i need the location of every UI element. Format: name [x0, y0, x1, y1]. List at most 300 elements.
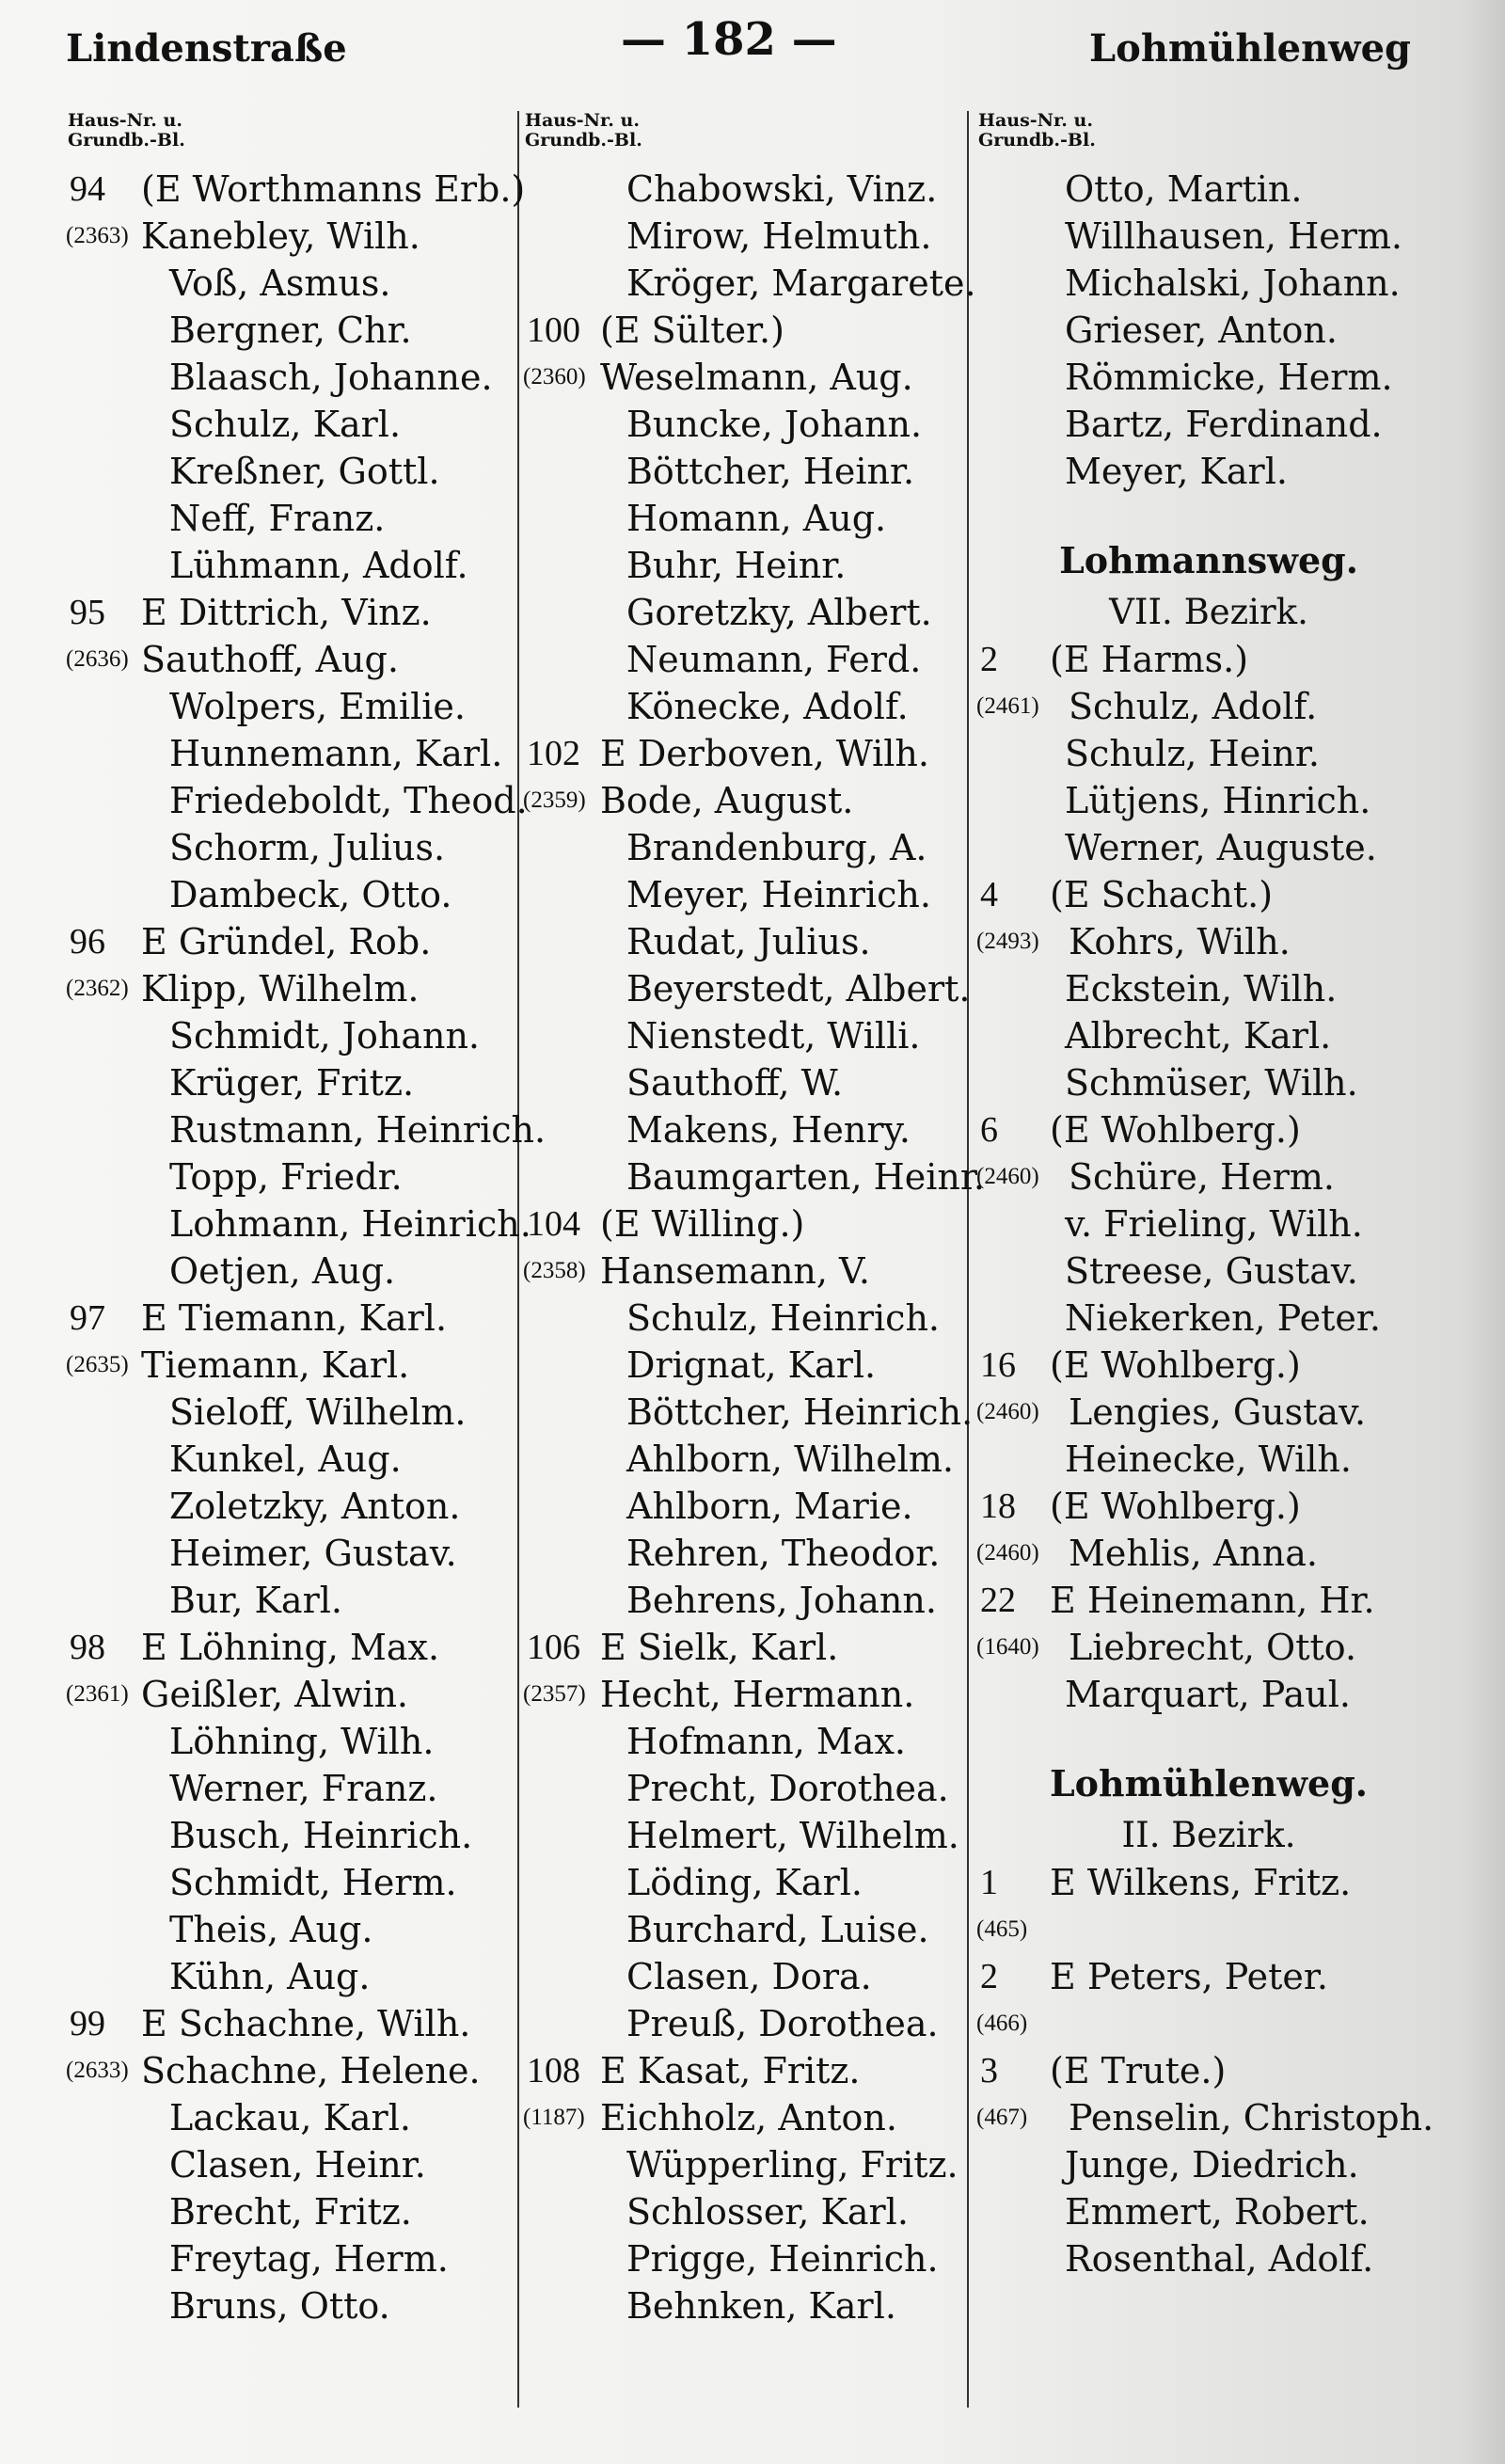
list-item [525, 1483, 967, 1530]
house-number: 106 [527, 1628, 580, 1667]
list-item [978, 1624, 1439, 1671]
column-header-line: Haus-Nr. u. [525, 110, 640, 131]
list-item [525, 2235, 967, 2282]
column-rule [967, 111, 969, 2408]
resident-name: Rehren, Theodor. [626, 1533, 941, 1574]
resident-name: Hofmann, Max. [626, 1721, 906, 1762]
list-item [525, 354, 967, 401]
resident-name: Hansemann, V. [600, 1250, 870, 1292]
resident-name: Albrecht, Karl. [1065, 1015, 1332, 1057]
resident-name: Willhausen, Herm. [1065, 215, 1402, 257]
resident-name: Chabowski, Vinz. [626, 168, 938, 210]
resident-name: Streese, Gustav. [1065, 1250, 1358, 1292]
resident-name: Kanebley, Wilh. [141, 215, 420, 257]
land-register-number: (467) [976, 2105, 1028, 2130]
house-number: 2 [980, 640, 998, 679]
list-item [525, 1200, 967, 1248]
list-item [978, 2000, 1439, 2047]
list-item [525, 542, 967, 589]
resident-name: Schulz, Heinrich. [626, 1297, 941, 1339]
column-1 [66, 110, 547, 2329]
list-item [68, 1012, 510, 1059]
resident-name: Bur, Karl. [169, 1580, 342, 1621]
list-item [978, 1012, 1439, 1059]
resident-name: Buhr, Heinr. [626, 545, 847, 586]
land-register-number: (2360) [523, 364, 586, 389]
list-item [68, 1106, 547, 1153]
list-item [978, 730, 1439, 777]
list-item [525, 166, 967, 213]
list-item [68, 1671, 510, 1718]
resident-name: Löhning, Wilh. [169, 1721, 435, 1762]
list-item [68, 871, 510, 918]
house-number: 16 [980, 1345, 1016, 1385]
list-item [978, 1953, 1439, 2000]
list-item [978, 1106, 1439, 1153]
resident-name: Marquart, Paul. [1065, 1674, 1351, 1715]
resident-name: Liebrecht, Otto. [1069, 1627, 1357, 1668]
list-item [68, 2188, 510, 2235]
resident-name: Freytag, Herm. [169, 2238, 449, 2280]
list-item [525, 1671, 967, 1718]
list-item [525, 2188, 967, 2235]
resident-name: Weselmann, Aug. [600, 357, 913, 398]
resident-name: Schmidt, Johann. [169, 1015, 480, 1057]
resident-name: Blaasch, Johanne. [169, 357, 493, 398]
resident-name: Bergner, Chr. [169, 310, 412, 351]
resident-name: Löding, Karl. [626, 1862, 863, 1903]
resident-name: Lühmann, Adolf. [169, 545, 468, 586]
resident-name: Friedeboldt, Theod. [169, 780, 528, 821]
running-head [66, 13, 1411, 83]
list-item [525, 1718, 967, 1765]
list-item [525, 1248, 967, 1295]
list-item [525, 495, 967, 542]
land-register-number: (2460) [976, 1540, 1039, 1566]
column-rule [517, 111, 519, 2408]
resident-name: Clasen, Heinr. [169, 2144, 426, 2186]
list-item [68, 495, 510, 542]
list-item [68, 1812, 510, 1859]
land-register-number: (2460) [976, 1399, 1039, 1424]
resident-name: Buncke, Johann. [626, 404, 923, 445]
list-item [525, 824, 967, 871]
list-item [68, 2282, 510, 2329]
list-item [525, 2141, 967, 2188]
resident-name: Schachne, Helene. [141, 2050, 481, 2091]
resident-name: Hecht, Hermann. [600, 1674, 915, 1715]
list-item [525, 260, 976, 307]
resident-name: E Peters, Peter. [1050, 1956, 1328, 1997]
list-item [68, 918, 510, 965]
list-item [978, 354, 1439, 401]
list-item [525, 1153, 985, 1200]
resident-name: E Heinemann, Hr. [1050, 1580, 1375, 1621]
list-item [978, 965, 1439, 1012]
resident-name: Sauthoff, W. [626, 1062, 844, 1104]
list-item [525, 2094, 967, 2141]
resident-name: Schulz, Heinr. [1065, 733, 1320, 774]
list-item [525, 683, 967, 730]
resident-name: Niekerken, Peter. [1065, 1297, 1381, 1339]
list-item [525, 1765, 967, 1812]
resident-name: Neff, Franz. [169, 498, 386, 539]
list-item [68, 1718, 510, 1765]
resident-name: Krüger, Fritz. [169, 1062, 415, 1104]
resident-name: Lütjens, Hinrich. [1065, 780, 1371, 821]
list-item [978, 1342, 1439, 1389]
house-number: 2 [980, 1957, 998, 1996]
resident-name: E Kasat, Fritz. [600, 2050, 861, 2091]
list-item [68, 448, 510, 495]
district-heading: VII. Bezirk. [1109, 592, 1308, 632]
resident-name: Bruns, Otto. [169, 2285, 390, 2327]
resident-name: Lackau, Karl. [169, 2097, 411, 2138]
list-item [68, 260, 510, 307]
list-item [68, 1906, 510, 1953]
list-item [525, 448, 967, 495]
land-register-number: (2363) [66, 223, 129, 248]
list-item [525, 1389, 974, 1436]
list-item [68, 307, 510, 354]
list-item [978, 260, 1439, 307]
list-item [68, 1389, 510, 1436]
list-item [978, 1153, 1439, 1200]
land-register-number: (2358) [523, 1258, 586, 1283]
house-number: 104 [527, 1204, 580, 1244]
list-item [978, 1248, 1439, 1295]
resident-name: Eckstein, Wilh. [1065, 968, 1338, 1009]
resident-name: Prigge, Heinrich. [626, 2238, 939, 2280]
list-item [68, 636, 510, 683]
resident-name: Theis, Aug. [169, 1909, 373, 1950]
list-item [978, 1671, 1439, 1718]
resident-name: Schmüser, Wilh. [1065, 1062, 1358, 1104]
list-item [68, 1200, 531, 1248]
land-register-number: (2461) [976, 693, 1039, 719]
resident-name: Mehlis, Anna. [1069, 1533, 1318, 1574]
district-heading: II. Bezirk. [1121, 1815, 1296, 1855]
list-item [978, 871, 1439, 918]
column-header [68, 111, 510, 166]
page-number: — 182 — [621, 13, 837, 66]
house-number: 3 [980, 2051, 998, 2090]
list-item [978, 777, 1439, 824]
resident-name: Kühn, Aug. [169, 1956, 371, 1997]
list-item [68, 1765, 510, 1812]
house-number: 97 [70, 1298, 105, 1338]
list-item [525, 1530, 967, 1577]
list-item [525, 1624, 967, 1671]
resident-name: Schmidt, Herm. [169, 1862, 457, 1903]
list-item [978, 1059, 1439, 1106]
list-item [525, 1577, 967, 1624]
list-item [68, 2235, 510, 2282]
resident-name: Bartz, Ferdinand. [1065, 404, 1383, 445]
resident-name: (E Wohlberg.) [1050, 1344, 1301, 1386]
resident-name: Precht, Dorothea. [626, 1768, 949, 1809]
column-3 [978, 111, 1439, 2282]
resident-name: E Sielk, Karl. [600, 1627, 839, 1668]
list-item [68, 589, 510, 636]
resident-name: (E Harms.) [1050, 639, 1249, 680]
list-item [978, 1436, 1439, 1483]
resident-name: Römmicke, Herm. [1065, 357, 1393, 398]
land-register-number: (2636) [66, 646, 129, 672]
list-item [525, 1059, 967, 1106]
list-item [525, 1436, 967, 1483]
land-register-number: (2362) [66, 976, 129, 1001]
resident-name: Eichholz, Anton. [600, 2097, 897, 2138]
list-item [525, 777, 967, 824]
resident-name: Schlosser, Karl. [626, 2191, 909, 2233]
house-number: 6 [980, 1110, 998, 1150]
list-item [978, 636, 1439, 683]
resident-name: Drignat, Karl. [626, 1344, 877, 1386]
land-register-number: (2460) [976, 1164, 1039, 1189]
resident-name: Meyer, Karl. [1065, 451, 1288, 492]
list-item [68, 1436, 510, 1483]
resident-name: Rosenthal, Adolf. [1065, 2238, 1374, 2280]
list-item [68, 213, 510, 260]
list-item [525, 213, 967, 260]
resident-name: E Tiemann, Karl. [141, 1297, 448, 1339]
list-item [525, 2047, 967, 2094]
list-item [68, 1953, 510, 2000]
land-register-number: (2635) [66, 1352, 129, 1377]
list-item [68, 965, 510, 1012]
resident-name: Rudat, Julius. [626, 921, 871, 962]
list-item [525, 2282, 967, 2329]
list-item [978, 2047, 1439, 2094]
entry-list [523, 166, 985, 2329]
resident-name: Lengies, Gustav. [1069, 1391, 1367, 1433]
list-item [525, 636, 967, 683]
resident-name: Böttcher, Heinr. [626, 451, 915, 492]
list-item [525, 1295, 967, 1342]
resident-name: Könecke, Adolf. [626, 686, 909, 727]
list-item [978, 1200, 1439, 1248]
resident-name: Kröger, Margarete. [626, 262, 976, 304]
house-number: 1 [980, 1863, 998, 1902]
list-item [525, 965, 971, 1012]
list-item [68, 354, 510, 401]
entry-list [66, 166, 547, 2329]
land-register-number: (1640) [976, 1634, 1039, 1660]
resident-name: Preuß, Dorothea. [626, 2003, 939, 2044]
list-item [978, 2141, 1439, 2188]
list-item [68, 401, 510, 448]
resident-name: Kreßner, Gottl. [169, 451, 440, 492]
list-item [525, 1012, 967, 1059]
resident-name: Junge, Diedrich. [1065, 2144, 1359, 2186]
resident-name: (E Wohlberg.) [1050, 1109, 1301, 1151]
land-register-number: (465) [976, 1916, 1028, 1942]
list-item [978, 1295, 1439, 1342]
list-item [68, 824, 510, 871]
house-number: 108 [527, 2051, 580, 2090]
resident-name: Heinecke, Wilh. [1065, 1439, 1352, 1480]
resident-name: E Gründel, Rob. [141, 921, 432, 962]
resident-name: Goretzky, Albert. [626, 592, 932, 633]
resident-name: E Dittrich, Vinz. [141, 592, 432, 633]
resident-name: Sieloff, Wilhelm. [169, 1391, 467, 1433]
list-item [525, 1906, 967, 1953]
land-register-number: (2493) [976, 929, 1039, 954]
resident-name: Makens, Henry. [626, 1109, 911, 1151]
house-number: 22 [980, 1581, 1016, 1620]
resident-name: Otto, Martin. [1065, 168, 1303, 210]
house-number: 102 [527, 734, 580, 773]
list-item [978, 1389, 1439, 1436]
land-register-number: (466) [976, 2011, 1028, 2036]
list-item [68, 2094, 510, 2141]
resident-name: Schorm, Julius. [169, 827, 446, 868]
header-left-street: Lindenstraße [66, 26, 347, 71]
resident-name: Neumann, Ferd. [626, 639, 922, 680]
resident-name: Baumgarten, Heinr. [626, 1156, 985, 1198]
list-item [525, 871, 967, 918]
resident-name: Wüpperling, Fritz. [626, 2144, 958, 2186]
resident-name: Grieser, Anton. [1065, 310, 1338, 351]
house-number: 99 [70, 2004, 105, 2043]
list-item [68, 2000, 510, 2047]
house-number: 98 [70, 1628, 105, 1667]
list-item [525, 1953, 967, 2000]
list-item [68, 542, 510, 589]
list-item [68, 730, 510, 777]
list-item [978, 401, 1439, 448]
house-number: 18 [980, 1486, 1016, 1526]
list-item [978, 918, 1439, 965]
list-item [978, 2188, 1439, 2235]
resident-name: Bode, August. [600, 780, 854, 821]
resident-name: Zoletzky, Anton. [169, 1486, 461, 1527]
resident-name: Geißler, Alwin. [141, 1674, 408, 1715]
resident-name: (E Willing.) [600, 1203, 805, 1245]
resident-name: Burchard, Luise. [626, 1909, 929, 1950]
street-heading: Lohmannsweg. [1059, 539, 1358, 581]
resident-name: Tiemann, Karl. [141, 1344, 410, 1386]
resident-name: Hunnemann, Karl. [169, 733, 503, 774]
house-number: 100 [527, 310, 580, 350]
resident-name: Penselin, Christoph. [1069, 2097, 1434, 2138]
list-item [68, 1342, 510, 1389]
resident-name: E Schachne, Wilh. [141, 2003, 471, 2044]
list-item [68, 1483, 510, 1530]
list-item [68, 683, 510, 730]
resident-name: E Derboven, Wilh. [600, 733, 929, 774]
street-heading: Lohmühlenweg. [1049, 1762, 1369, 1804]
resident-name: Brecht, Fritz. [169, 2191, 412, 2233]
land-register-number: (2361) [66, 1681, 129, 1707]
resident-name: (E Sülter.) [600, 310, 784, 351]
list-item [525, 401, 967, 448]
resident-name: (E Worthmanns Erb.) [141, 168, 526, 210]
resident-name: E Löhning, Max. [141, 1627, 440, 1668]
resident-name: (E Wohlberg.) [1050, 1486, 1301, 1527]
resident-name: (E Schacht.) [1050, 874, 1274, 915]
list-item [68, 1059, 510, 1106]
list-item [68, 1577, 510, 1624]
resident-name: Klipp, Wilhelm. [141, 968, 420, 1009]
resident-name: Kunkel, Aug. [169, 1439, 402, 1480]
resident-name: Homann, Aug. [626, 498, 887, 539]
land-register-number: (2359) [523, 787, 586, 813]
resident-name: Böttcher, Heinrich. [626, 1391, 974, 1433]
list-item [978, 1577, 1439, 1624]
column-header-line: Grundb.-Bl. [68, 130, 185, 151]
list-item [525, 1812, 967, 1859]
list-item [525, 2000, 967, 2047]
list-item [978, 307, 1439, 354]
resident-name: Busch, Heinrich. [169, 1815, 473, 1856]
resident-name: Heimer, Gustav. [169, 1533, 457, 1574]
header-right-street: Lohmühlenweg [1089, 26, 1411, 71]
resident-name: Meyer, Heinrich. [626, 874, 931, 915]
resident-name: Behrens, Johann. [626, 1580, 937, 1621]
list-item [978, 824, 1439, 871]
list-item [978, 448, 1439, 495]
resident-name: Sauthoff, Aug. [141, 639, 399, 680]
list-item [978, 1483, 1439, 1530]
column-header-line: Haus-Nr. u. [978, 110, 1093, 131]
resident-name: Kohrs, Wilh. [1069, 921, 1291, 962]
list-item [68, 2047, 510, 2094]
resident-name: Schulz, Karl. [169, 404, 402, 445]
list-item [68, 1530, 510, 1577]
column-2 [523, 110, 985, 2329]
resident-name: Michalski, Johann. [1065, 262, 1401, 304]
list-item [525, 307, 967, 354]
resident-name: Dambeck, Otto. [169, 874, 452, 915]
resident-name: E Wilkens, Fritz. [1050, 1862, 1352, 1903]
list-item [68, 1248, 510, 1295]
list-item [68, 166, 526, 213]
list-item [978, 1530, 1439, 1577]
column-header-line: Haus-Nr. u. [68, 110, 182, 131]
list-item [978, 683, 1439, 730]
entry-list [978, 166, 1439, 495]
house-number: 96 [70, 922, 105, 962]
land-register-number: (2633) [66, 2058, 129, 2083]
list-item [68, 1624, 510, 1671]
list-item [68, 777, 528, 824]
resident-name: Werner, Auguste. [1065, 827, 1377, 868]
column-header-line: Grundb.-Bl. [525, 130, 642, 151]
resident-name: Mirow, Helmuth. [626, 215, 932, 257]
resident-name: Schulz, Adolf. [1069, 686, 1318, 727]
column-header [525, 111, 967, 166]
column-header [978, 111, 1439, 166]
list-item [68, 1153, 510, 1200]
land-register-number: (2357) [523, 1681, 586, 1707]
resident-name: Behnken, Karl. [626, 2285, 896, 2327]
list-item [525, 1106, 967, 1153]
resident-name: Oetjen, Aug. [169, 1250, 396, 1292]
resident-name: v. Frieling, Wilh. [1065, 1203, 1363, 1245]
list-item [68, 1295, 510, 1342]
column-header-line: Grundb.-Bl. [978, 130, 1096, 151]
list-item [68, 2141, 510, 2188]
list-item [978, 2094, 1439, 2141]
resident-name: Wolpers, Emilie. [169, 686, 466, 727]
resident-name: Ahlborn, Marie. [626, 1486, 913, 1527]
house-number: 95 [70, 593, 105, 632]
resident-name: Schüre, Herm. [1069, 1156, 1335, 1198]
list-item [525, 730, 967, 777]
list-item [68, 1859, 510, 1906]
